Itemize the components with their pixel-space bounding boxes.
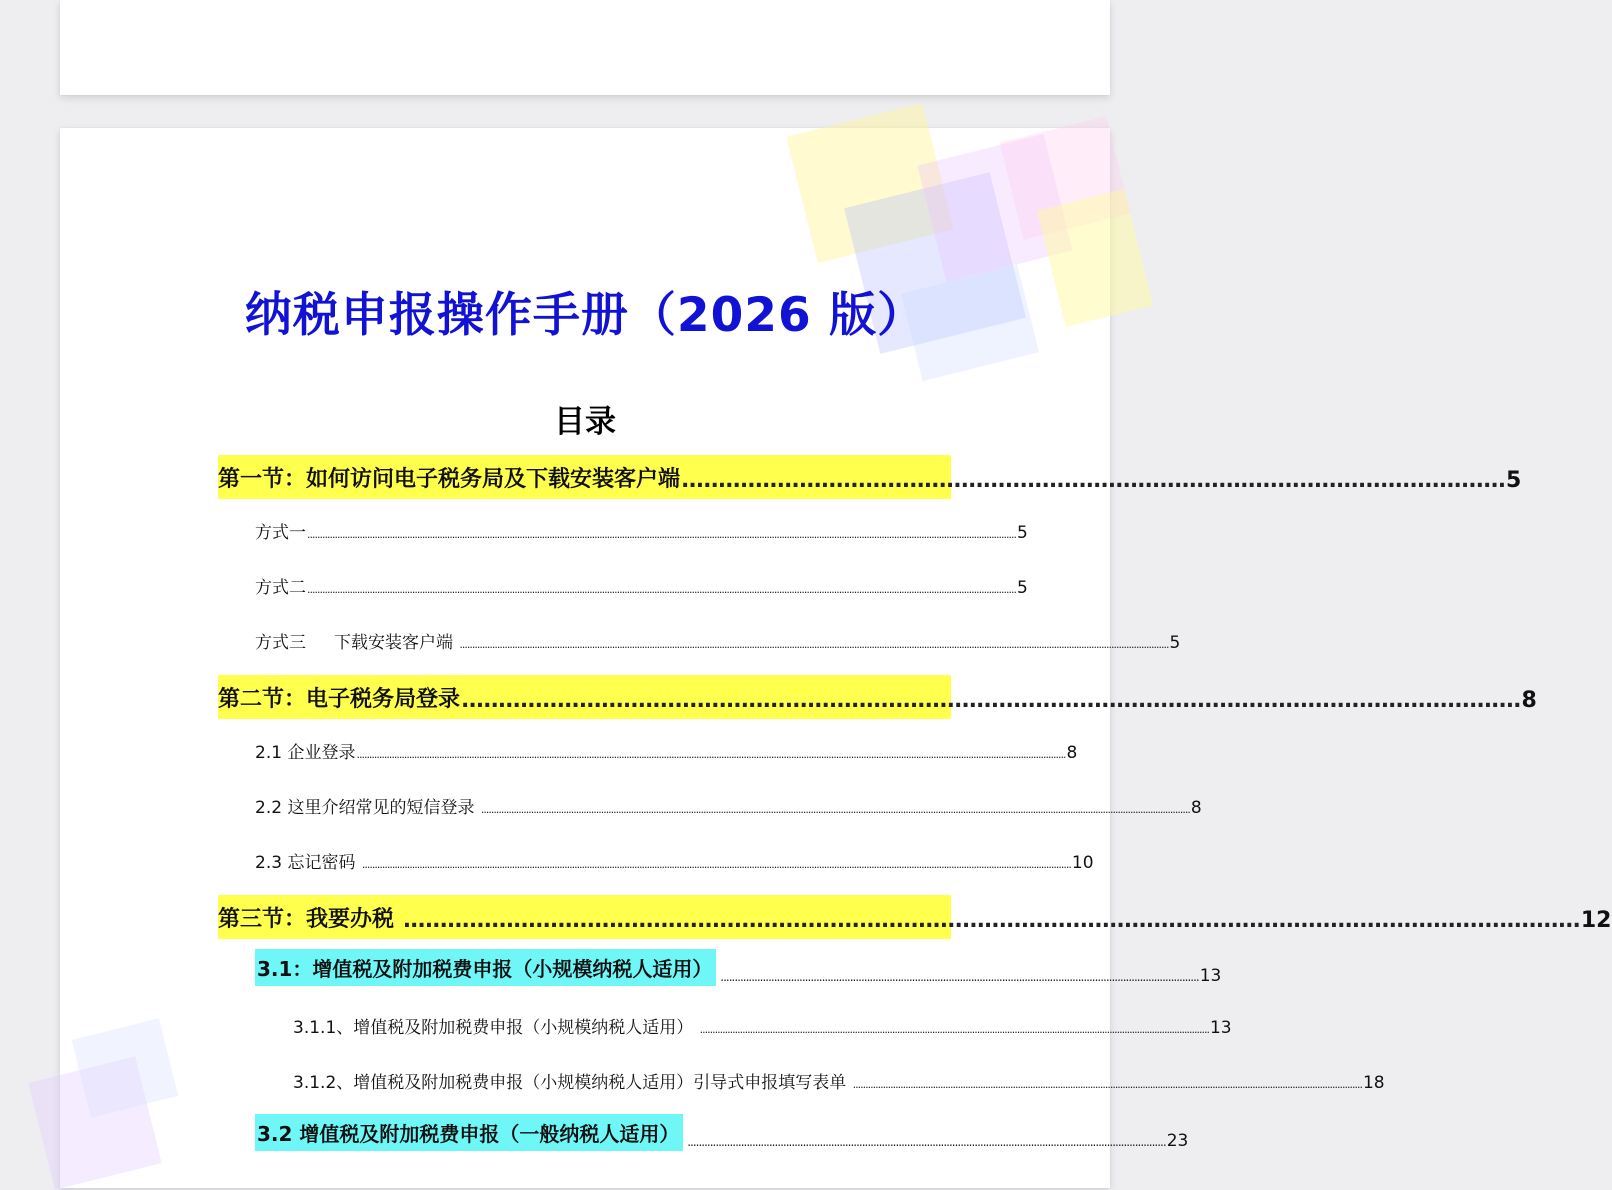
toc-entry-section-1[interactable] (218, 455, 1522, 499)
toc-entry-label-text: 2.2 这里介绍常见的短信登录 (255, 798, 475, 818)
toc-entry-label: 方式一 (255, 523, 306, 543)
toc-entry-label: 第二节：电子税务局登录 (218, 687, 461, 712)
toc-entry-section-3[interactable] (218, 895, 1612, 939)
toc-page-number: 8 (1521, 688, 1537, 713)
toc-page-number: 10 (1071, 853, 1094, 873)
toc-entry-label-text: 2.3 忘记密码 (255, 853, 356, 873)
decorative-squares-top-right (60, 128, 1110, 388)
toc-entry-3-1[interactable] (255, 951, 1222, 991)
toc-heading: 目录 (554, 404, 616, 440)
toc-page-number: 5 (1017, 523, 1028, 543)
toc-entry-label (255, 793, 480, 818)
document-title: 纳税申报操作手册（2026 版） (244, 288, 926, 343)
dot-leader: ............................................................................................................................................................................................................................................................................................ (307, 528, 1017, 541)
toc-entry-label (293, 1068, 852, 1093)
previous-page (60, 0, 1110, 95)
dot-leader: ............................................................................................................................................................................................................................................................................................ (361, 858, 1071, 871)
dot-leader: ............................................................................................................................................................................................................ (699, 1023, 1209, 1036)
toc-page-number: 5 (1506, 468, 1522, 493)
toc-entry-2-2[interactable] (255, 792, 1202, 822)
dot-leader: .......................................................................................................................................................................... (717, 970, 1199, 984)
toc-entry-1-1[interactable] (255, 517, 1028, 547)
toc-entry-label (293, 1013, 699, 1038)
toc-entry-label (255, 628, 458, 653)
toc-page-number: 13 (1209, 1018, 1232, 1038)
dot-leader: ............................................................................................................................................................................................................................................................................................ (459, 638, 1169, 651)
toc-entry-label: 第一节：如何访问电子税务局及下载安装客户端 (218, 467, 681, 492)
dot-leader: ................................................................................................................ (681, 468, 1506, 493)
decorative-squares-bottom-left (60, 988, 220, 1188)
toc-page-number: 8 (1066, 743, 1078, 763)
toc-entry-label-a: 方式三 (255, 633, 306, 653)
toc-page-number: 18 (1362, 1073, 1385, 1093)
toc-page-number: 23 (1166, 1131, 1189, 1151)
toc-entry-3-2[interactable] (255, 1116, 1189, 1156)
toc-entry-label: 2.1 企业登录 (255, 743, 356, 763)
toc-entry-3-1-1[interactable] (293, 1012, 1232, 1042)
toc-entry-2-3[interactable] (255, 847, 1094, 877)
toc-entry-section-2[interactable] (218, 675, 1537, 719)
dot-leader: ............................................................................................................................................................................................................................................................................................ (480, 803, 1190, 816)
dot-leader: ............................................................................................................................................................................................................................................................................................ (307, 583, 1017, 596)
toc-entry-label-text: 第三节：我要办税 (218, 907, 395, 932)
document-page (60, 128, 1612, 1188)
toc-entry-1-3[interactable] (255, 627, 1181, 657)
toc-entry-label: 方式二 (255, 578, 306, 598)
toc-page-number: 5 (1017, 578, 1028, 598)
dot-leader: .......................................................................................................................................................................... (684, 1135, 1166, 1149)
toc-page-number: 8 (1190, 798, 1202, 818)
toc-entry-label: 3.2 增值税及附加税费申报（一般纳税人适用） (255, 1114, 683, 1151)
toc-entry-3-1-2[interactable] (293, 1067, 1385, 1097)
dot-leader: ............................................................................................................................................................................................................................................................................................ (356, 748, 1066, 761)
toc-entry-label (218, 902, 402, 933)
toc-page-number: 5 (1169, 633, 1181, 653)
dot-leader: ................................................................................................................................................................ (402, 908, 1580, 933)
toc-entry-label-text: 3.1.1、增值税及附加税费申报（小规模纳税人适用） (293, 1018, 694, 1038)
dot-leader: ............................................................................................................................................................................................................ (852, 1078, 1362, 1091)
toc-entry-2-1[interactable] (255, 737, 1078, 767)
toc-entry-label: 3.1：增值税及附加税费申报（小规模纳税人适用） (255, 949, 716, 986)
toc-entry-label (255, 848, 361, 873)
toc-page-number: 13 (1199, 966, 1222, 986)
toc-page-number: 12 (1580, 908, 1612, 933)
dot-leader: ................................................................................................................................................ (461, 688, 1521, 713)
toc-entry-1-2[interactable] (255, 572, 1028, 602)
toc-entry-label-text: 3.1.2、增值税及附加税费申报（小规模纳税人适用）引导式申报填写表单 (293, 1073, 847, 1093)
toc-entry-label-b: 下载安装客户端 (334, 633, 453, 653)
